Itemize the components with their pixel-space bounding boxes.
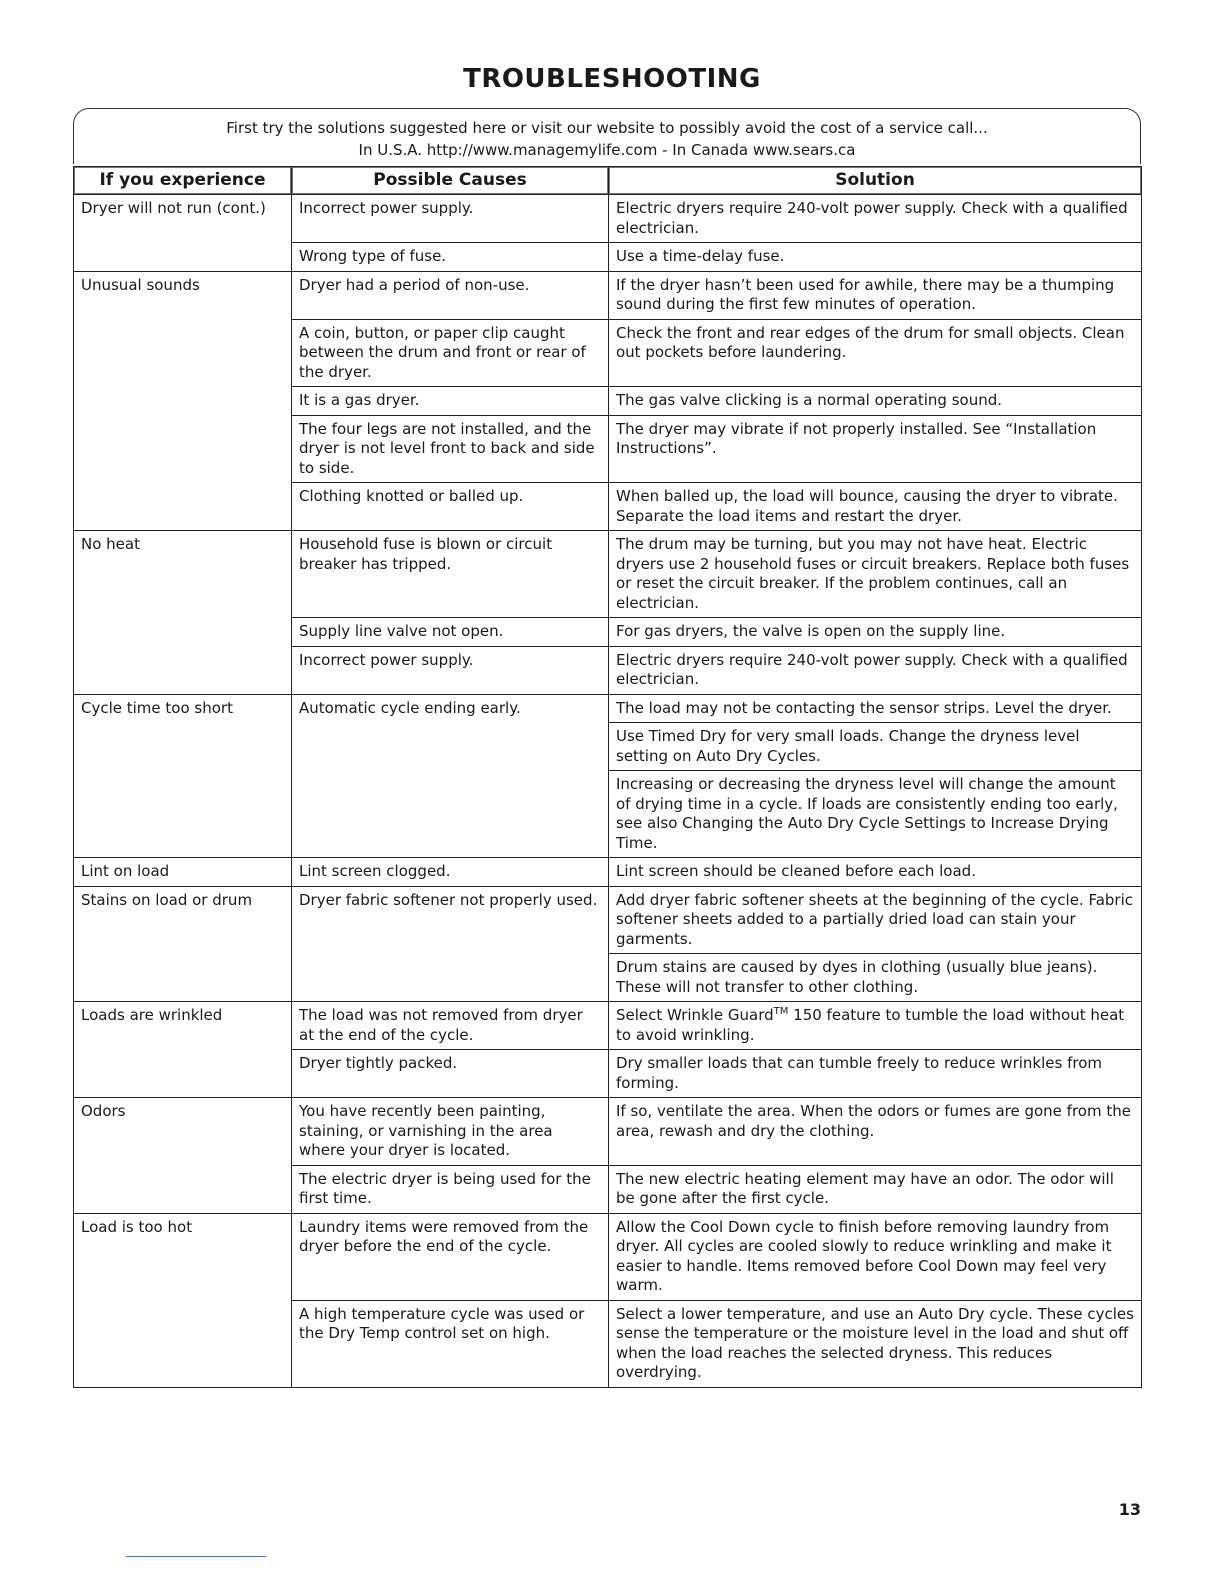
cause-cell: Clothing knotted or balled up. [292,483,609,531]
solution-cell: Lint screen should be cleaned before each load. [609,858,1142,887]
cause-cell: Dryer tightly packed. [292,1050,609,1098]
cause-cell: Incorrect power supply. [292,646,609,694]
solution-cell: Check the front and rear edges of the drum for small objects. Clean out pockets before laundering. [609,319,1142,387]
cause-cell: Incorrect power supply. [292,195,609,243]
table-row [74,195,1142,243]
solution-cell: For gas dryers, the valve is open on the supply line. [609,618,1142,647]
solution-cell: When balled up, the load will bounce, causing the dryer to vibrate. Separate the load items and restart the dryer. [609,483,1142,531]
table-row [74,1002,1142,1050]
table-row [74,531,1142,618]
experience-cell: Lint on load [74,858,292,887]
cause-cell: Dryer fabric softener not properly used. [292,886,609,1002]
solution-cell: Use Timed Dry for very small loads. Change the dryness level setting on Auto Dry Cycles. [609,723,1142,771]
header-solution: Solution [609,167,1142,195]
solution-cell: Dry smaller loads that can tumble freely to reduce wrinkles from forming. [609,1050,1142,1098]
experience-cell: No heat [74,531,292,695]
experience-cell: Load is too hot [74,1213,292,1387]
solution-cell: The new electric heating element may have an odor. The odor will be gone after the first cycle. [609,1165,1142,1213]
solution-cell [609,1002,1142,1050]
cause-cell: Supply line valve not open. [292,618,609,647]
cause-cell: The load was not removed from dryer at the end of the cycle. [292,1002,609,1050]
solution-text-post: 150 feature to tumble the load without heat to avoid wrinkling. [616,1006,1125,1044]
table-row [74,886,1142,954]
cause-cell: A coin, button, or paper clip caught between the drum and front or rear of the dryer. [292,319,609,387]
experience-cell: Odors [74,1098,292,1214]
cause-cell: Laundry items were removed from the dryer before the end of the cycle. [292,1213,609,1300]
experience-cell: Loads are wrinkled [74,1002,292,1098]
header-experience: If you experience [74,167,292,195]
cause-cell: The electric dryer is being used for the first time. [292,1165,609,1213]
table-row [74,1098,1142,1166]
cause-cell: It is a gas dryer. [292,387,609,416]
table-row [74,694,1142,723]
intro-box [73,108,1141,164]
table-row [74,1213,1142,1300]
cause-cell: You have recently been painting, staining, or varnishing in the area where your dryer is located. [292,1098,609,1166]
solution-cell: Increasing or decreasing the dryness level will change the amount of drying time in a cycle. If loads are consistently ending too early, see also Changing the Auto Dry Cycle Settings to Increase Drying Time. [609,771,1142,858]
solution-cell: The dryer may vibrate if not properly installed. See “Installation Instructions”. [609,415,1142,483]
footer-rule [126,1556,266,1557]
solution-cell: The gas valve clicking is a normal operating sound. [609,387,1142,416]
cause-cell: The four legs are not installed, and the dryer is not level front to back and side to side. [292,415,609,483]
page-number: 13 [1118,1500,1141,1519]
cause-cell: Wrong type of fuse. [292,243,609,272]
solution-cell: Drum stains are caused by dyes in clothing (usually blue jeans). These will not transfer to other clothing. [609,954,1142,1002]
solution-cell: If the dryer hasn’t been used for awhile, there may be a thumping sound during the first few minutes of operation. [609,271,1142,319]
table-header-row [74,167,1142,195]
solution-cell: The drum may be turning, but you may not have heat. Electric dryers use 2 household fuses or circuit breakers. Replace both fuses or reset the circuit breaker. If the problem continues, call an electrician. [609,531,1142,618]
solution-cell: Add dryer fabric softener sheets at the beginning of the cycle. Fabric softener sheets added to a partially dried load can stain your garments. [609,886,1142,954]
intro-line-2: In U.S.A. http://www.managemylife.com - In Canada www.sears.ca [358,141,856,159]
page-title: TROUBLESHOOTING [463,64,761,94]
cause-cell: Household fuse is blown or circuit breaker has tripped. [292,531,609,618]
table-row [74,271,1142,319]
trademark-superscript: TM [773,1006,789,1017]
solution-cell: Electric dryers require 240-volt power supply. Check with a qualified electrician. [609,195,1142,243]
experience-cell: Dryer will not run (cont.) [74,195,292,272]
solution-cell: If so, ventilate the area. When the odors or fumes are gone from the area, rewash and dry the clothing. [609,1098,1142,1166]
cause-cell: Lint screen clogged. [292,858,609,887]
experience-cell: Cycle time too short [74,694,292,858]
solution-cell: Electric dryers require 240-volt power supply. Check with a qualified electrician. [609,646,1142,694]
troubleshooting-table [73,166,1142,1388]
header-causes: Possible Causes [292,167,609,195]
solution-text-pre: Select Wrinkle Guard [616,1006,774,1024]
solution-cell: Select a lower temperature, and use an Auto Dry cycle. These cycles sense the temperature or the moisture level in the load and shut off when the load reaches the selected dryness. This reduces overdrying. [609,1300,1142,1387]
cause-cell: Dryer had a period of non-use. [292,271,609,319]
cause-cell: Automatic cycle ending early. [292,694,609,858]
solution-cell: Allow the Cool Down cycle to finish before removing laundry from dryer. All cycles are cooled slowly to reduce wrinkling and make it easier to handle. Items removed before Cool Down may feel very warm. [609,1213,1142,1300]
experience-cell: Unusual sounds [74,271,292,531]
solution-cell: Use a time-delay fuse. [609,243,1142,272]
solution-cell: The load may not be contacting the sensor strips. Level the dryer. [609,694,1142,723]
table-row [74,858,1142,887]
cause-cell: A high temperature cycle was used or the Dry Temp control set on high. [292,1300,609,1387]
experience-cell: Stains on load or drum [74,886,292,1002]
intro-line-1: First try the solutions suggested here or visit our website to possibly avoid the cost of a service call... [226,119,988,137]
